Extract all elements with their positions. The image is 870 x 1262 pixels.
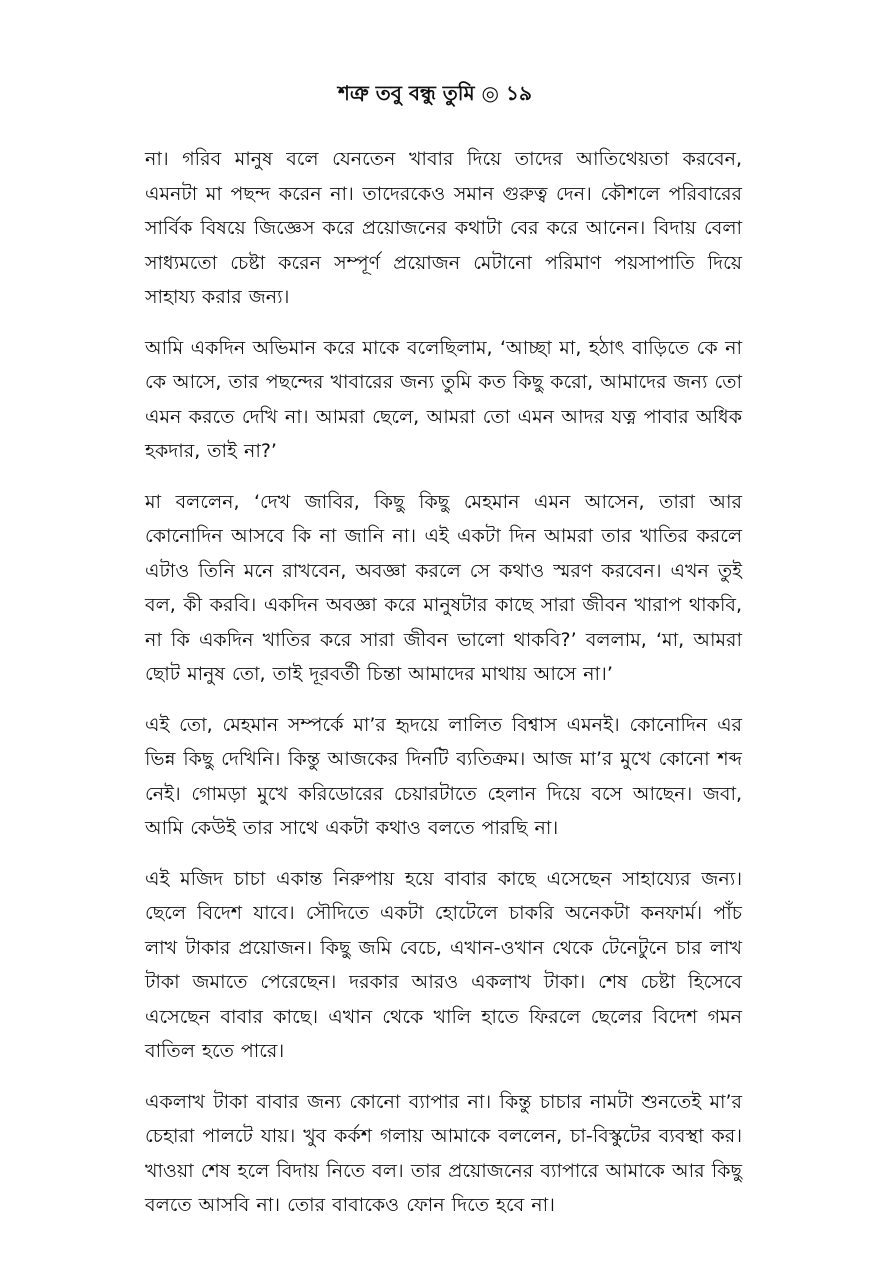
body-text [145, 142, 742, 1239]
running-head: শত্রু তবু বন্ধু তুমি ◎ ১৯ [338, 81, 532, 105]
paragraph-6: একলাখ টাকা বাবার জন্য কোনো ব্যাপার না। কিন্তু চাচার নামটা শুনতেই মা’র চেহারা পালটে যায়। খুব কর্কশ গলায় আমাকে বললেন, চা-বিস্কুটের ব্যবস্থা কর। খাওয়া শেষ হলে বিদায় নিতে বল। তার প্রয়োজনের ব্যাপারে আমাকে আর কিছু বলতে আসবি না। তোর বাবাকেও ফোন দিতে হবে না। [145, 1090, 742, 1216]
paragraph-1: না। গরিব মানুষ বলে যেনতেন খাবার দিয়ে তাদের আতিথেয়তা করবেন, এমনটা মা পছন্দ করেন না। তাদেরকেও সমান গুরুত্ব দেন। কৌশলে পরিবারের সার্বিক বিষয়ে জিজ্ঞেস করে প্রয়োজনের কথাটা বের করে আনেন। বিদায় বেলা সাধ্যমতো চেষ্টা করেন সম্পূর্ণ প্রয়োজন মেটানো পরিমাণ পয়সাপাতি দিয়ে সাহায্য করার জন্য। [145, 148, 742, 308]
paragraph-4: এই তো, মেহমান সম্পর্কে মা’র হৃদয়ে লালিত বিশ্বাস এমনই। কোনোদিন এর ভিন্ন কিছু দেখিনি। কিন্তু আজকের দিনটি ব্যতিক্রম। আজ মা’র মুখে কোনো শব্দ নেই। গোমড়া মুখে করিডোরের চেয়ারটাতে হেলান দিয়ে বসে আছেন। জবা, আমি কেউই তার সাথে একটা কথাও বলতে পারছি না। [145, 713, 742, 839]
paragraph-5: এই মজিদ চাচা একান্ত নিরুপায় হয়ে বাবার কাছে এসেছেন সাহায্যের জন্য। ছেলে বিদেশ যাবে। সৌদিতে একটা হোটেলে চাকরি অনেকটা কনফার্ম। পাঁচ লাখ টাকার প্রয়োজন। কিছু জমি বেচে, এখান-ওখান থেকে টেনেটুনে চার লাখ টাকা জমাতে পেরেছেন। দরকার আরও একলাখ টাকা। শেষ চেষ্টা হিসেবে এসেছেন বাবার কাছে। এখান থেকে খালি হাতে ফিরলে ছেলের বিদেশ গমন বাতিল হতে পারে। [145, 867, 742, 1062]
paragraph-2: আমি একদিন অভিমান করে মাকে বলেছিলাম, ‘আচ্ছা মা, হঠাৎ বাড়িতে কে না কে আসে, তার পছন্দের খাবারের জন্য তুমি কত কিছু করো, আমাদের জন্য তো এমন করতে দেখি না। আমরা ছেলে, আমরা তো এমন আদর যত্ন পাবার অধিক হকদার, তাই না?’ [145, 336, 742, 462]
paragraph-3: মা বললেন, ‘দেখ জাবির, কিছু কিছু মেহমান এমন আসেন, তারা আর কোনোদিন আসবে কি না জানি না। এই একটা দিন আমরা তার খাতির করলে এটাও তিনি মনে রাখবেন, অবজ্ঞা করলে সে কথাও স্মরণ করবেন। এখন তুই বল, কী করবি। একদিন অবজ্ঞা করে মানুষটার কাছে সারা জীবন খারাপ থাকবি, না কি একদিন খাতির করে সারা জীবন ভালো থাকবি?’ বললাম, ‘মা, আমরা ছোট মানুষ তো, তাই দূরবর্তী চিন্তা আমাদের মাথায় আসে না।’ [145, 490, 742, 685]
